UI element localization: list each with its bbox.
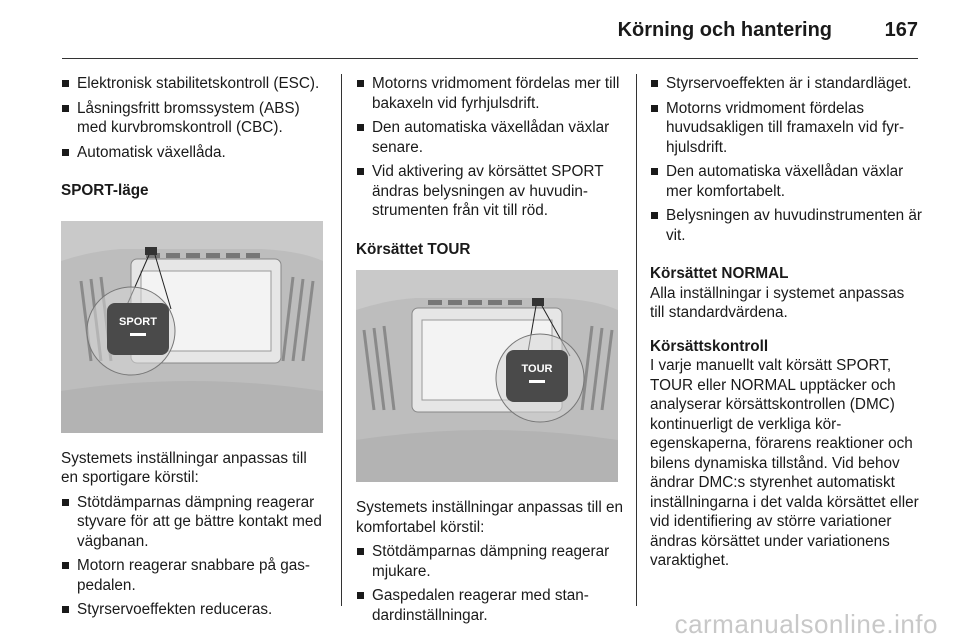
bullet-item: Den automatiska växellådan växlar mer komfortabelt. [650, 162, 922, 201]
bullet-item: Stötdämparnas dämpning reagerar mjukare. [356, 542, 624, 581]
bullet-item: Motorns vridmoment fördelas mer till bakaxeln vid fyrhjulsdrift. [356, 74, 624, 113]
paragraph: Systemets inställningar anpassas till en komfortabel körstil: [356, 499, 623, 536]
section-heading-control: Körsättskontroll [650, 337, 769, 355]
paragraph: I varje manuellt valt körsätt SPORT, TOUR eller NORMAL upptäcker och analyserar körsättskontrollen (DMC) kontinuerligt de verkliga köregenskaperna, förarens reaktioner och bilens dynamiska tillstånd. Vid behov ändrar DMC:s styrenhet automatiskt inställningarna i det valda körsättet eller vid identifiering av större variationer ändras körsättet under variationens varaktighet. [650, 357, 919, 569]
bullet-item: Styrservoeffekten är i standardläget. [650, 74, 922, 94]
figure-tour-console [356, 270, 618, 482]
column-1 [61, 74, 325, 625]
bullet-item: Automatisk växellåda. [61, 143, 325, 163]
section-heading-sport: SPORT-läge [61, 182, 149, 199]
column-2 [356, 74, 624, 630]
bullet-item: Gaspedalen reagerar med standardinställningar. [356, 586, 624, 625]
page-title: Körning och hantering [617, 19, 832, 41]
paragraph: Alla inställningar i systemet anpassas till standardvärdena. [650, 284, 905, 321]
bullet-item: Stötdämparnas dämpning reagerar styvare för att ge bättre kontakt med vägbanan. [61, 493, 325, 552]
column-divider [636, 74, 637, 606]
tour-button-label: TOUR [521, 363, 553, 375]
sport-button-label: SPORT [119, 315, 157, 328]
bullet-item: Den automatiska växellådan växlar senare. [356, 118, 624, 157]
bullet-item: Styrservoeffekten reduceras. [61, 600, 325, 620]
column-divider [341, 74, 342, 606]
figure-sport-console [61, 221, 323, 433]
section-heading-normal: Körsättet NORMAL [650, 265, 789, 282]
console-illustration [61, 221, 323, 433]
page-header [62, 0, 918, 59]
watermark: carmanualsonline.info [674, 609, 938, 639]
bullet-item: Motorn reagerar snabbare på gaspedalen. [61, 556, 325, 595]
paragraph: Systemets inställningar anpassas till en sportigare körstil: [61, 449, 307, 486]
bullet-item: Belysningen av huvudinstrumenten är vit. [650, 206, 922, 245]
bullet-item: Motorns vridmoment fördelas huvudsakligen till framaxeln vid fyrhjulsdrift. [650, 99, 922, 158]
bullet-item: Vid aktivering av körsättet SPORT ändras belysningen av huvudinstrumenten från vit till röd. [356, 162, 624, 221]
bullet-item: Låsningsfritt bromssystem (ABS) med kurvbromskontroll (CBC). [61, 99, 325, 138]
page-number: 167 [884, 19, 918, 41]
bullet-item: Elektronisk stabilitetskontroll (ESC). [61, 74, 325, 94]
column-3 [650, 74, 922, 571]
console-illustration [356, 270, 618, 482]
section-heading-tour: Körsättet TOUR [356, 240, 471, 258]
